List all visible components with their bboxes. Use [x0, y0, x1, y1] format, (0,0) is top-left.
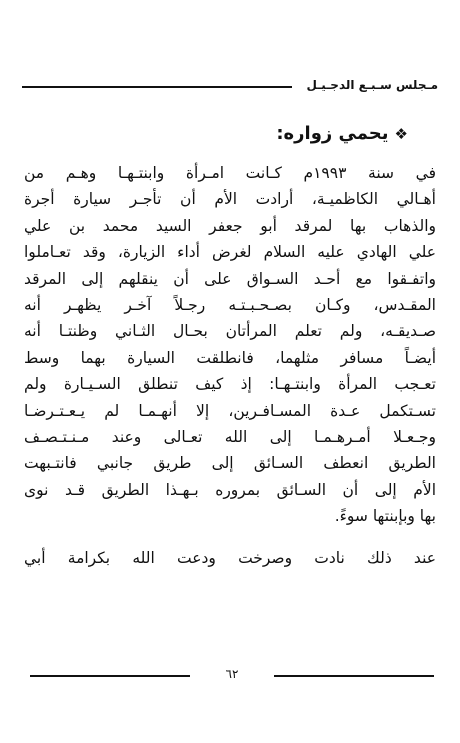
text-line: أيضـاً مسافر مثلهما، فانطلقت السيارة بهما وسط [24, 348, 436, 367]
paragraph-gap [24, 529, 436, 545]
body-text [24, 160, 436, 572]
text-line: واتفـقوا مع أحـد السـواق على أن ينقلهم إلى المرقد [24, 269, 436, 288]
text-line: الأم إلى أن السـائق بمروره بـهـذا الطريق قـد نوى [24, 480, 436, 499]
text-line: أهـالي الكاظميـة، أرادت الأم أن تأجـر سيارة أجرة [24, 190, 436, 209]
text-line: تعـجب المرأة وابنتـهـا: إذ كيف تنطلق السـيـارة ولم [24, 375, 436, 394]
text-line: تسـتكمل عـدة المسـافـرين، إلا أنهـمـا لم يـعـتـرضـا [24, 401, 436, 420]
text-line: بها وبإبنتها سوءً. [334, 507, 436, 526]
section-heading-text: يحمي زواره: [276, 123, 389, 144]
text-line: علي الهادي عليه السلام لغرض أداء الزيارة، وقد تعـاملوا [24, 243, 436, 262]
text-line: المقـدس، وكـان بصـحـبـتـه رجـلاً آخـر يظهـر أنه [24, 295, 436, 314]
page-number: ٦٢ [225, 667, 239, 681]
text-line: في سنة ١٩٩٣م كـانت امـرأة وابنتـهـا وهـم من [24, 164, 436, 182]
text-line: والذهاب بها لمرقد أبو جعفر السيد محمد بن علي [24, 216, 436, 235]
text-line: صـديقـه، ولم تعلم المرأتان بحـال الثـاني وظنتـا أنه [24, 322, 436, 341]
text-line: الطريق انعطف السـائق إلى طريق جانبي فانتـبهت [24, 454, 436, 473]
section-heading [276, 122, 408, 146]
paragraph [24, 545, 436, 571]
text-line: عند ذلك نادت وصرخت ودعت الله بكرامة أبي [24, 549, 436, 568]
footer-rule-right [274, 675, 434, 677]
header-rule [22, 86, 292, 88]
text-line: وجـعـلا أمـرهـمـا إلى الله تعـالى وعند مـنـتـصـف [24, 427, 436, 446]
page-footer [30, 664, 434, 684]
running-header [22, 76, 438, 96]
paragraph [24, 160, 436, 529]
diamond-bullet-icon: ❖ [394, 125, 408, 143]
header-title: مـجلس سـبـع الدجـيـل [306, 78, 438, 92]
